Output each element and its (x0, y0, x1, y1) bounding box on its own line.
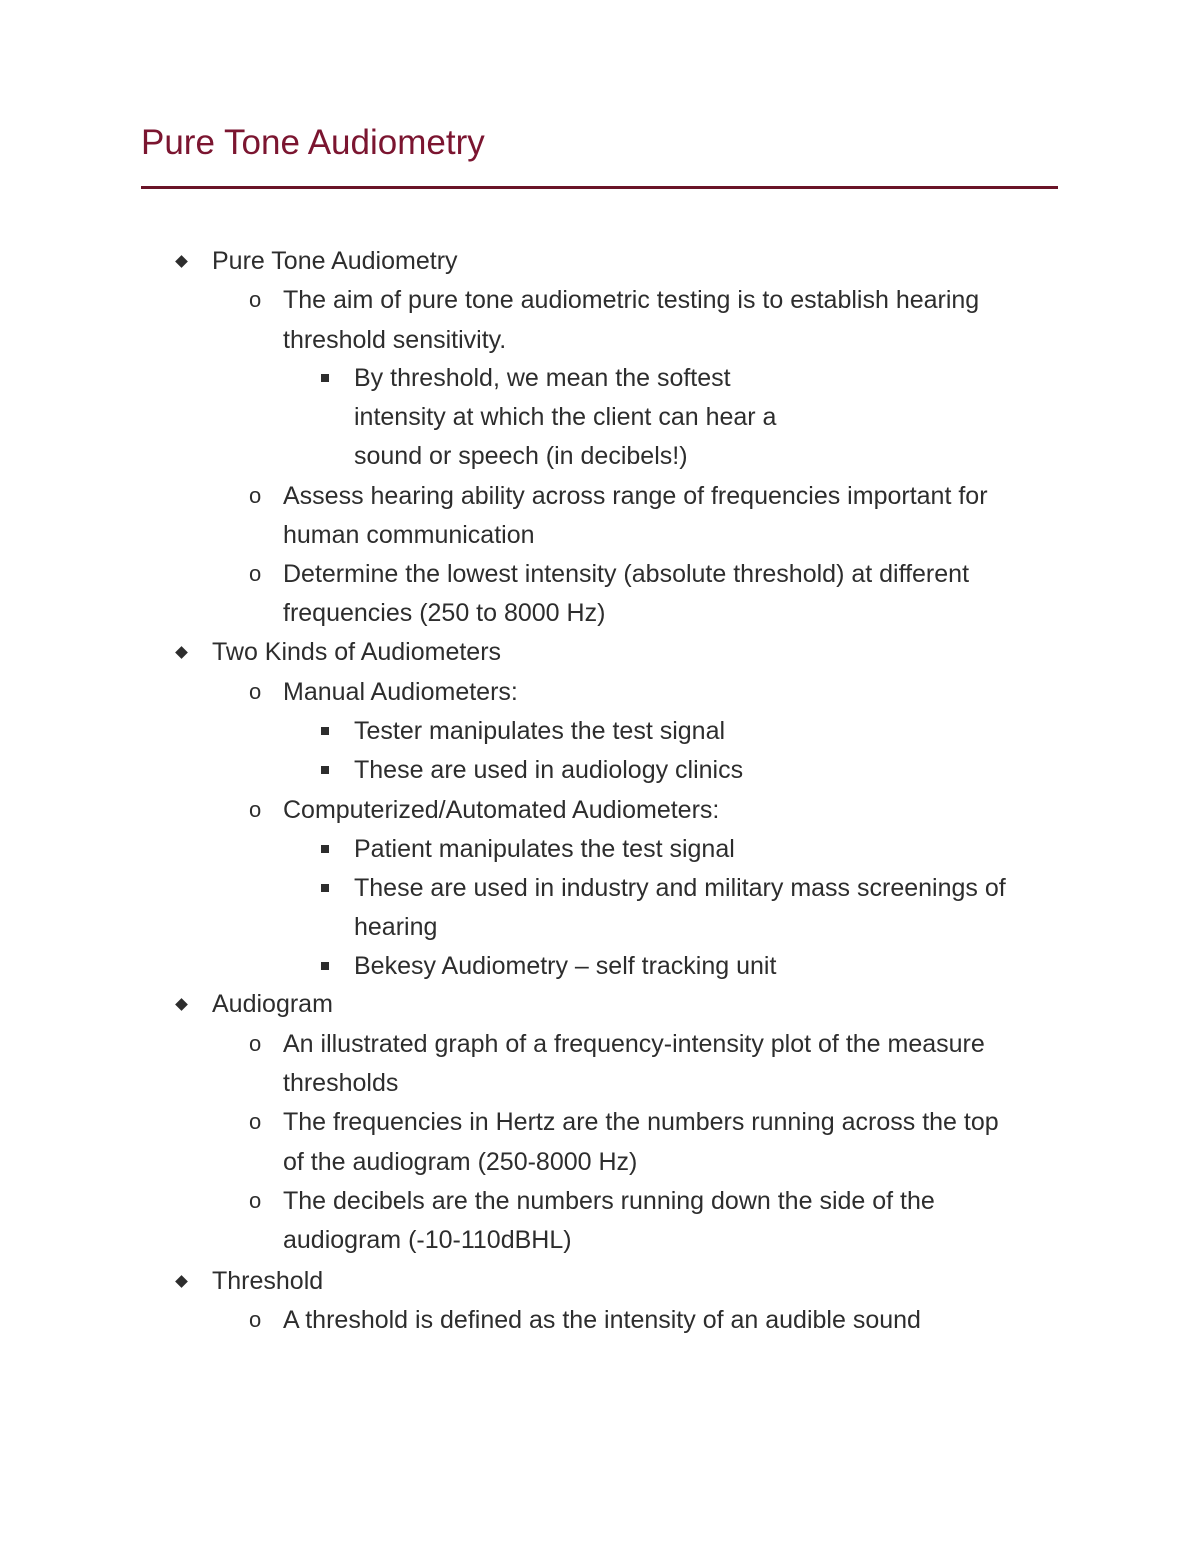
list-item-level3-continuation: intensity at which the client can hear a (354, 403, 777, 431)
bullet-circle-icon: o (249, 679, 262, 704)
list-item-level3-continuation: sound or speech (in decibels!) (354, 442, 688, 470)
bullet-diamond-icon (175, 646, 188, 659)
list-item-level2-continuation: thresholds (283, 1069, 399, 1097)
list-item-level1: Two Kinds of Audiometers (212, 638, 502, 666)
list-item-level2-continuation: threshold sensitivity. (283, 326, 507, 354)
list-item-level3: These are used in audiology clinics (354, 756, 744, 784)
list-item-level2-continuation: of the audiogram (250-8000 Hz) (283, 1148, 638, 1176)
list-item-level2: The aim of pure tone audiometric testing is to establish hearing (283, 286, 980, 314)
list-item-level2: An illustrated graph of a frequency-intensity plot of the measure (283, 1030, 985, 1058)
list-item-level2: Computerized/Automated Audiometers: (283, 796, 720, 824)
bullet-square-icon (321, 766, 329, 774)
list-item-level2: Assess hearing ability across range of frequencies important for (283, 482, 988, 510)
list-item-level1: Threshold (212, 1267, 324, 1295)
list-item-level2-continuation: human communication (283, 521, 535, 549)
bullet-circle-icon: o (249, 561, 262, 586)
list-item-level1: Pure Tone Audiometry (212, 247, 458, 275)
bullet-diamond-icon (175, 1275, 188, 1288)
title-divider (141, 186, 1058, 189)
list-item-level3: Bekesy Audiometry – self tracking unit (354, 952, 777, 980)
bullet-circle-icon: o (249, 1188, 262, 1213)
page-title: Pure Tone Audiometry (141, 123, 485, 162)
list-item-level2: The decibels are the numbers running down the side of the (283, 1187, 935, 1215)
list-item-level2: A threshold is defined as the intensity of an audible sound (283, 1306, 921, 1334)
bullet-circle-icon: o (249, 797, 262, 822)
bullet-diamond-icon (175, 998, 188, 1011)
bullet-square-icon (321, 884, 329, 892)
list-item-level2-continuation: frequencies (250 to 8000 Hz) (283, 599, 606, 627)
bullet-circle-icon: o (249, 1307, 262, 1332)
bullet-circle-icon: o (249, 287, 262, 312)
bullet-circle-icon: o (249, 483, 262, 508)
list-item-level1: Audiogram (212, 990, 333, 1018)
bullet-square-icon (321, 962, 329, 970)
list-item-level3: Tester manipulates the test signal (354, 717, 726, 745)
bullet-circle-icon: o (249, 1031, 262, 1056)
list-item-level2-continuation: audiogram (-10-110dBHL) (283, 1226, 572, 1254)
list-item-level3: By threshold, we mean the softest (354, 364, 731, 392)
list-item-level2: Manual Audiometers: (283, 678, 518, 706)
bullet-square-icon (321, 727, 329, 735)
list-item-level3-continuation: hearing (354, 913, 438, 941)
list-item-level2: Determine the lowest intensity (absolute threshold) at different (283, 560, 970, 588)
bullet-diamond-icon (175, 255, 188, 268)
bullet-square-icon (321, 845, 329, 853)
list-item-level3: Patient manipulates the test signal (354, 835, 735, 863)
list-item-level3: These are used in industry and military mass screenings of (354, 874, 1006, 902)
list-item-level2: The frequencies in Hertz are the numbers running across the top (283, 1108, 999, 1136)
bullet-square-icon (321, 374, 329, 382)
bullet-circle-icon: o (249, 1109, 262, 1134)
